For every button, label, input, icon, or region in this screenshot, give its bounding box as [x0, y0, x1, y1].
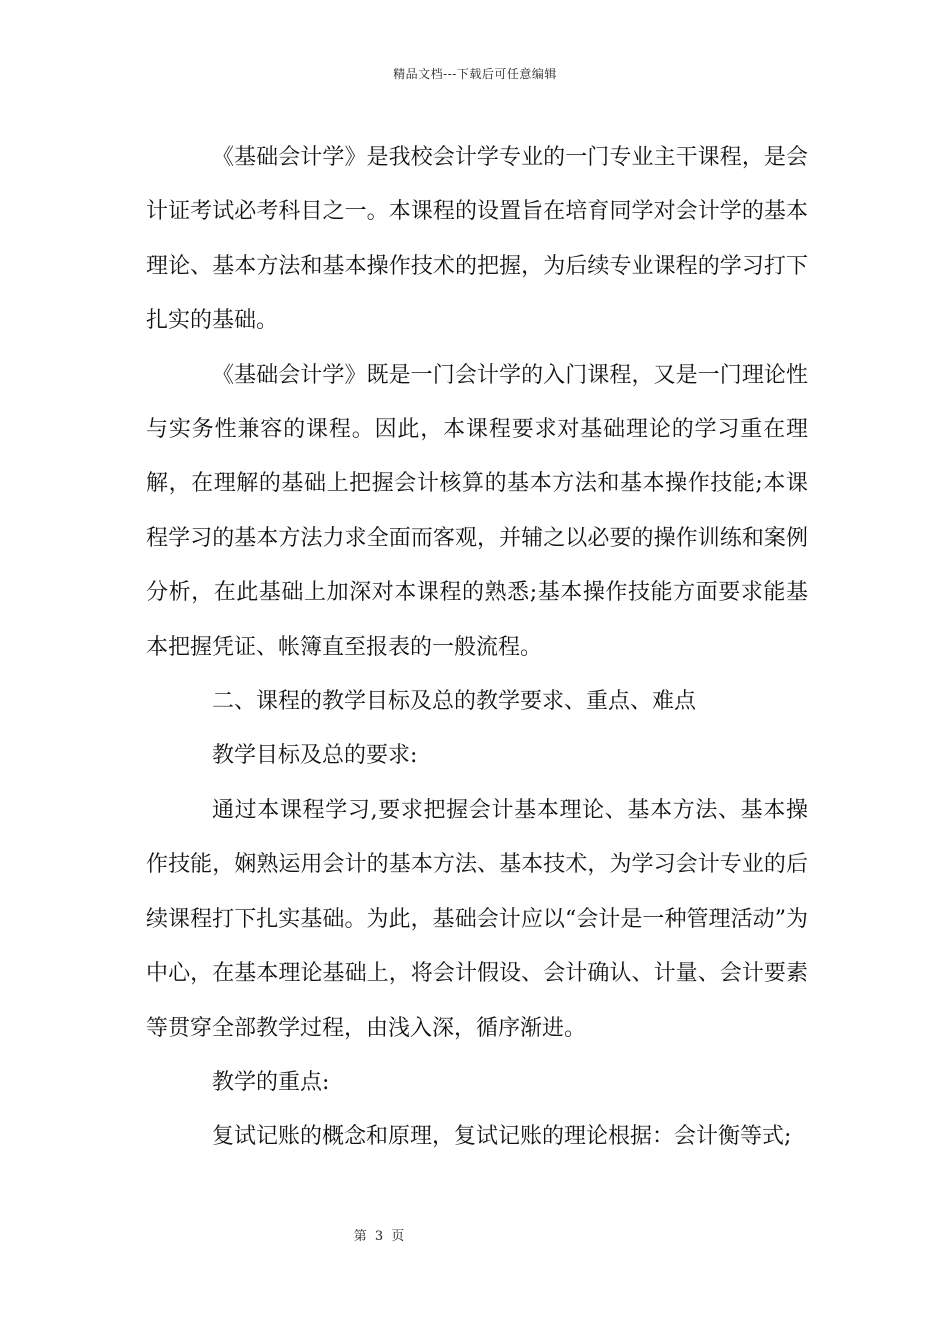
paragraph-course-intro: 《基础会计学》是我校会计学专业的一门专业主干课程，是会计证考试必考科目之一。本课程的设置旨在培育同学对会计学的基本理论、基本方法和基本操作技术的把握，为后续专业课程的学习打下扎实的基础。 — [146, 145, 808, 334]
section-heading-objectives: 二、课程的教学目标及总的教学要求、重点、难点 — [212, 689, 697, 715]
page-header: 精品文档---下载后可任意编辑 — [393, 67, 557, 81]
subheading-objectives-requirements: 教学目标及总的要求: — [212, 743, 418, 769]
subheading-key-points: 教学的重点: — [212, 1069, 330, 1095]
paragraph-key-points: 复试记账的概念和原理，复试记账的理论根据：会计衡等式; — [212, 1124, 792, 1150]
page-number: 第 3 页 — [353, 1229, 407, 1244]
paragraph-course-nature: 《基础会计学》既是一门会计学的入门课程，又是一门理论性与实务性兼容的课程。因此，本课程要求对基础理论的学习重在理解，在理解的基础上把握会计核算的基本方法和基本操作技能;本课程学习的基本方法力求全面而客观，并辅之以必要的操作训练和案例分析，在此基础上加深对本课程的熟悉;基本操作技能方面要求能基本把握凭证、帐簿直至报表的一般流程。 — [146, 362, 808, 660]
document-body — [146, 131, 808, 1165]
paragraph-objectives: 通过本课程学习,要求把握会计基本理论、基本方法、基本操作技能，娴熟运用会计的基本方法、基本技术，为学习会计专业的后续课程打下扎实基础。为此，基础会计应以“会计是一种管理活动”为中心，在基本理论基础上，将会计假设、会计确认、计量、会计要素等贯穿全部教学过程，由浅入深，循序渐进。 — [146, 797, 808, 1041]
